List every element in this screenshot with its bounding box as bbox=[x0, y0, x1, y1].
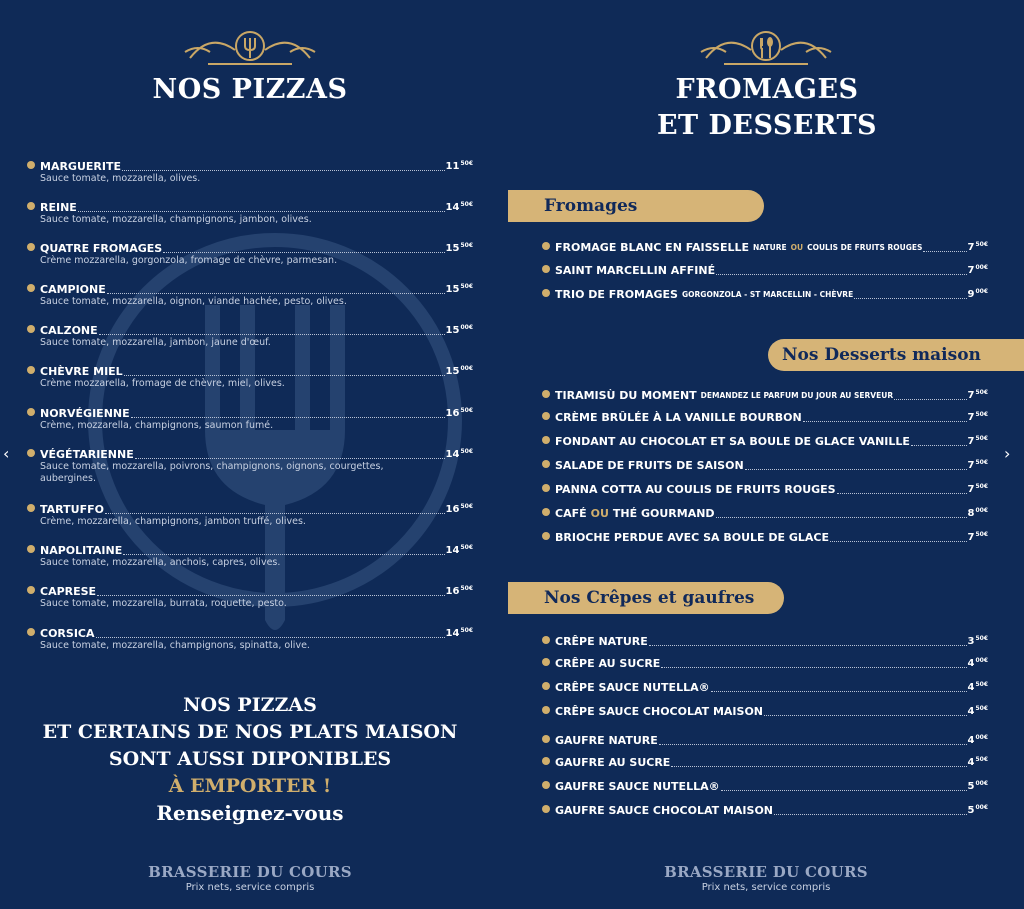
fromages-banner: Fromages bbox=[508, 190, 764, 222]
dotted-leader bbox=[105, 512, 445, 514]
dotted-leader bbox=[716, 273, 966, 275]
price bbox=[446, 362, 473, 378]
brand-name: BRASSERIE DU COURS bbox=[148, 863, 352, 881]
desserts-panel bbox=[512, 0, 1024, 909]
pizza-item bbox=[27, 624, 473, 652]
desserts-title-line-1: FROMAGES bbox=[675, 74, 859, 105]
bullet-icon bbox=[542, 757, 550, 765]
bullet-icon bbox=[542, 805, 550, 813]
price-cents: 00€ bbox=[460, 324, 473, 331]
price-euros: 4 bbox=[967, 658, 975, 669]
crepes-banner: Nos Crêpes et gaufres bbox=[508, 582, 784, 614]
bullet-icon bbox=[542, 532, 550, 540]
price-cents: 50€ bbox=[975, 459, 988, 466]
pizza-description: Crème, mozzarella, champignons, saumon fumé. bbox=[40, 420, 274, 431]
bullet-icon bbox=[542, 735, 550, 743]
price-note: Prix nets, service compris bbox=[185, 882, 315, 893]
pizza-name: NORVÉGIENNE bbox=[40, 407, 130, 420]
price-cents: 50€ bbox=[975, 705, 988, 712]
dotted-leader bbox=[135, 457, 445, 459]
price-cents: 50€ bbox=[460, 448, 473, 455]
price-cents: 50€ bbox=[460, 242, 473, 249]
left-footer bbox=[100, 863, 400, 895]
dotted-leader bbox=[894, 398, 966, 400]
price-euros: 14 bbox=[445, 202, 460, 213]
pizza-row bbox=[27, 582, 473, 598]
desserts-title-line-2: ET DESSERTS bbox=[656, 110, 878, 141]
dotted-leader bbox=[99, 333, 445, 335]
price-euros: 4 bbox=[967, 682, 975, 693]
dotted-leader bbox=[122, 169, 445, 171]
pizza-item bbox=[27, 198, 473, 226]
dotted-leader bbox=[803, 420, 967, 422]
price-euros: 15 bbox=[445, 284, 460, 295]
desserts-title bbox=[512, 72, 1022, 144]
price-euros: 4 bbox=[967, 735, 975, 746]
pizza-name: CORSICA bbox=[40, 627, 95, 640]
price-euros: 7 bbox=[967, 460, 975, 471]
bullet-icon bbox=[542, 484, 550, 492]
bullet-icon bbox=[542, 242, 550, 250]
price-cents: 50€ bbox=[975, 483, 988, 490]
cutlery-ornament-icon bbox=[696, 22, 836, 68]
crepes-row bbox=[542, 801, 988, 817]
price bbox=[446, 582, 473, 598]
promo-line-4: À EMPORTER ! bbox=[168, 775, 332, 797]
bullet-icon bbox=[542, 289, 550, 297]
price-cents: 50€ bbox=[460, 627, 473, 634]
dotted-leader bbox=[837, 492, 967, 494]
price-euros: 9 bbox=[967, 289, 975, 300]
pizza-description: Crème mozzarella, fromage de chèvre, miel, olives. bbox=[40, 378, 285, 389]
desserts-item bbox=[542, 480, 988, 496]
bullet-icon bbox=[542, 436, 550, 444]
price-euros: 11 bbox=[445, 161, 460, 172]
item-name: SAINT MARCELLIN AFFINÉ bbox=[555, 264, 716, 277]
pizza-description: Sauce tomate, mozzarella, champignons, spinatta, olive. bbox=[40, 640, 310, 651]
price bbox=[446, 321, 473, 337]
pizza-item bbox=[27, 582, 473, 610]
pizza-item bbox=[27, 280, 473, 308]
bullet-icon bbox=[27, 243, 35, 251]
price-cents: 00€ bbox=[975, 780, 988, 787]
brand-name: BRASSERIE DU COURS bbox=[664, 863, 868, 881]
desserts-row bbox=[542, 504, 988, 520]
or-word: OU bbox=[590, 507, 609, 520]
price-euros: 14 bbox=[445, 545, 460, 556]
desserts-item bbox=[542, 504, 988, 520]
fromages-row bbox=[542, 285, 988, 301]
crepes-row bbox=[542, 678, 988, 694]
desserts-item bbox=[542, 386, 988, 402]
crepes-item bbox=[542, 702, 988, 718]
dotted-leader bbox=[711, 690, 967, 692]
bullet-icon bbox=[27, 449, 35, 457]
crepes-row bbox=[542, 731, 988, 747]
bullet-icon bbox=[542, 390, 550, 398]
price bbox=[446, 445, 473, 461]
dotted-leader bbox=[131, 416, 445, 418]
price-cents: 50€ bbox=[975, 635, 988, 642]
bullet-icon bbox=[27, 202, 35, 210]
price-cents: 50€ bbox=[460, 503, 473, 510]
pizzas-title: NOS PIZZAS bbox=[152, 74, 348, 105]
crepes-item bbox=[542, 753, 988, 769]
promo-line-2: ET CERTAINS DE NOS PLATS MAISON bbox=[42, 721, 458, 743]
crepes-row bbox=[542, 632, 988, 648]
price-euros: 7 bbox=[967, 242, 975, 253]
item-name: TIRAMISÙ DU MOMENT bbox=[555, 389, 697, 402]
price-euros: 7 bbox=[967, 390, 975, 401]
price-euros: 7 bbox=[967, 484, 975, 495]
price-cents: 00€ bbox=[975, 804, 988, 811]
crepes-item bbox=[542, 777, 988, 793]
pizza-description: Sauce tomate, mozzarella, champignons, jambon, olives. bbox=[40, 214, 312, 225]
dotted-leader bbox=[745, 468, 967, 470]
bullet-icon bbox=[542, 636, 550, 644]
desserts-row bbox=[542, 432, 988, 448]
price bbox=[446, 541, 473, 557]
fork-ornament-icon bbox=[180, 22, 320, 68]
fromages-item bbox=[542, 238, 988, 254]
item-name: GAUFRE NATURE bbox=[555, 734, 658, 747]
pizza-description: Sauce tomate, mozzarella, jambon, jaune d'œuf. bbox=[40, 337, 271, 348]
item-name: SALADE DE FRUITS DE SAISON bbox=[555, 459, 744, 472]
pizza-row bbox=[27, 198, 473, 214]
price-euros: 15 bbox=[445, 325, 460, 336]
crepes-row bbox=[542, 654, 988, 670]
bullet-icon bbox=[542, 412, 550, 420]
price-note: Prix nets, service compris bbox=[701, 882, 831, 893]
price bbox=[968, 432, 989, 448]
pizza-row bbox=[27, 541, 473, 557]
prev-page-button[interactable]: ‹ bbox=[3, 444, 10, 463]
price-euros: 15 bbox=[445, 366, 460, 377]
pizza-name: MARGUERITE bbox=[40, 160, 121, 173]
item-detail: DEMANDEZ LE PARFUM DU JOUR AU SERVEUR bbox=[700, 391, 894, 400]
price bbox=[446, 624, 473, 640]
price-euros: 7 bbox=[967, 412, 975, 423]
promo-line-5: Renseignez-vous bbox=[156, 801, 344, 825]
item-name: CRÊPE AU SUCRE bbox=[555, 657, 661, 670]
price-euros: 8 bbox=[967, 508, 975, 519]
pizza-row bbox=[27, 500, 473, 516]
pizza-row bbox=[27, 321, 473, 337]
promo-line-3: SONT AUSSI DIPONIBLES bbox=[108, 748, 392, 770]
bullet-icon bbox=[27, 408, 35, 416]
bullet-icon bbox=[27, 586, 35, 594]
bullet-icon bbox=[27, 366, 35, 374]
pizza-description: Sauce tomate, mozzarella, burrata, roquette, pesto. bbox=[40, 598, 287, 609]
pizza-name: VÉGÉTARIENNE bbox=[40, 448, 134, 461]
dotted-leader bbox=[163, 251, 444, 253]
price-euros: 4 bbox=[967, 706, 975, 717]
price-cents: 00€ bbox=[975, 657, 988, 664]
pizza-name: CAPRESE bbox=[40, 585, 97, 598]
pizza-item bbox=[27, 239, 473, 267]
pizza-item bbox=[27, 321, 473, 349]
price-euros: 4 bbox=[967, 757, 975, 768]
pizza-description: Sauce tomate, mozzarella, olives. bbox=[40, 173, 201, 184]
price bbox=[968, 801, 989, 817]
item-name: CRÊPE SAUCE NUTELLA® bbox=[555, 681, 710, 694]
price bbox=[968, 702, 989, 718]
fromages-row bbox=[542, 238, 988, 254]
desserts-row bbox=[542, 456, 988, 472]
price-cents: 00€ bbox=[975, 288, 988, 295]
item-detail: COULIS DE FRUITS ROUGES bbox=[807, 243, 923, 252]
price-cents: 50€ bbox=[975, 435, 988, 442]
bullet-icon bbox=[542, 781, 550, 789]
dotted-leader bbox=[96, 636, 445, 638]
pizza-name: CHÈVRE MIEL bbox=[40, 365, 123, 378]
price-euros: 5 bbox=[967, 781, 975, 792]
dotted-leader bbox=[716, 516, 967, 518]
item-detail: GORGONZOLA - ST MARCELLIN - CHÈVRE bbox=[681, 290, 854, 299]
or-word: OU bbox=[790, 243, 804, 252]
price bbox=[968, 528, 989, 544]
price bbox=[968, 285, 989, 301]
price-cents: 50€ bbox=[460, 407, 473, 414]
pizza-name: NAPOLITAINE bbox=[40, 544, 123, 557]
pizza-name: TARTUFFO bbox=[40, 503, 104, 516]
dotted-leader bbox=[911, 444, 967, 446]
price-cents: 50€ bbox=[460, 283, 473, 290]
price-euros: 14 bbox=[445, 628, 460, 639]
price-cents: 50€ bbox=[460, 544, 473, 551]
price bbox=[446, 198, 473, 214]
price-cents: 50€ bbox=[975, 681, 988, 688]
pizza-description: Crème, mozzarella, champignons, jambon truffé, olives. bbox=[40, 516, 306, 527]
item-name: FROMAGE BLANC EN FAISSELLE bbox=[555, 241, 749, 254]
bullet-icon bbox=[27, 161, 35, 169]
desserts-item bbox=[542, 528, 988, 544]
promo-line-1: NOS PIZZAS bbox=[183, 694, 317, 716]
pizza-description: Sauce tomate, mozzarella, oignon, viande hachée, pesto, olives. bbox=[40, 296, 347, 307]
bullet-icon bbox=[542, 682, 550, 690]
bullet-icon bbox=[542, 706, 550, 714]
item-name: PANNA COTTA AU COULIS DE FRUITS ROUGES bbox=[555, 483, 836, 496]
crepes-item bbox=[542, 654, 988, 670]
bullet-icon bbox=[27, 628, 35, 636]
price-cents: 50€ bbox=[460, 201, 473, 208]
fromages-item bbox=[542, 261, 988, 277]
price bbox=[968, 731, 989, 747]
price-euros: 7 bbox=[967, 436, 975, 447]
pizza-item bbox=[27, 500, 473, 528]
bullet-icon bbox=[27, 545, 35, 553]
price bbox=[968, 753, 989, 769]
item-name: CRÊPE SAUCE CHOCOLAT MAISON bbox=[555, 705, 763, 718]
pizza-row bbox=[27, 157, 473, 173]
price bbox=[968, 238, 989, 254]
item-name: BRIOCHE PERDUE AVEC SA BOULE DE GLACE bbox=[555, 531, 829, 544]
dotted-leader bbox=[97, 594, 444, 596]
pizza-item bbox=[27, 362, 473, 390]
pizza-item bbox=[27, 541, 473, 569]
pizza-row bbox=[27, 239, 473, 255]
dotted-leader bbox=[124, 374, 445, 376]
crepes-item bbox=[542, 801, 988, 817]
price-cents: 00€ bbox=[975, 734, 988, 741]
dotted-leader bbox=[774, 813, 967, 815]
price bbox=[446, 500, 473, 516]
dotted-leader bbox=[764, 714, 967, 716]
pizza-row bbox=[27, 445, 473, 461]
price-euros: 3 bbox=[967, 636, 975, 647]
dotted-leader bbox=[671, 765, 966, 767]
desserts-item bbox=[542, 408, 988, 424]
pizza-item bbox=[27, 157, 473, 185]
price-euros: 7 bbox=[967, 532, 975, 543]
item-name: FONDANT AU CHOCOLAT ET SA BOULE DE GLACE VANILLE bbox=[555, 435, 910, 448]
price bbox=[968, 654, 989, 670]
price-cents: 50€ bbox=[975, 411, 988, 418]
price-euros: 5 bbox=[967, 805, 975, 816]
crepes-row bbox=[542, 753, 988, 769]
item-name: CRÊPE NATURE bbox=[555, 635, 648, 648]
crepes-row bbox=[542, 777, 988, 793]
crepes-item bbox=[542, 731, 988, 747]
desserts-row bbox=[542, 528, 988, 544]
item-name: CRÈME BRÛLÉE À LA VANILLE BOURBON bbox=[555, 411, 802, 424]
pizza-description: Sauce tomate, mozzarella, anchois, capres, olives. bbox=[40, 557, 281, 568]
dotted-leader bbox=[659, 743, 967, 745]
bullet-icon bbox=[27, 504, 35, 512]
desserts-item bbox=[542, 456, 988, 472]
item-name: THÉ GOURMAND bbox=[612, 507, 715, 520]
bullet-icon bbox=[27, 325, 35, 333]
price bbox=[968, 386, 989, 402]
price bbox=[968, 480, 989, 496]
bullet-icon bbox=[542, 508, 550, 516]
bullet-icon bbox=[542, 658, 550, 666]
desserts-row bbox=[542, 480, 988, 496]
price-cents: 00€ bbox=[975, 507, 988, 514]
price-euros: 14 bbox=[445, 449, 460, 460]
bullet-icon bbox=[542, 460, 550, 468]
takeaway-promo bbox=[30, 692, 470, 827]
bullet-icon bbox=[542, 265, 550, 273]
price-cents: 50€ bbox=[975, 531, 988, 538]
dotted-leader bbox=[830, 540, 967, 542]
item-name: GAUFRE SAUCE CHOCOLAT MAISON bbox=[555, 804, 773, 817]
item-name: GAUFRE SAUCE NUTELLA® bbox=[555, 780, 720, 793]
crepes-item bbox=[542, 632, 988, 648]
price bbox=[446, 157, 473, 173]
pizza-item bbox=[27, 445, 473, 485]
price bbox=[968, 456, 989, 472]
right-footer bbox=[616, 863, 916, 895]
item-detail: NATURE bbox=[753, 243, 787, 252]
dotted-leader bbox=[854, 297, 966, 299]
pizza-row bbox=[27, 624, 473, 640]
price-euros: 7 bbox=[967, 265, 975, 276]
pizza-description: Sauce tomate, mozzarella, poivrons, champignons, oignons, courgettes, aubergines. bbox=[40, 461, 384, 484]
fromages-row bbox=[542, 261, 988, 277]
bullet-icon bbox=[27, 284, 35, 292]
desserts-row bbox=[542, 408, 988, 424]
price bbox=[446, 404, 473, 420]
price-cents: 50€ bbox=[460, 160, 473, 167]
price bbox=[968, 678, 989, 694]
pizza-row bbox=[27, 404, 473, 420]
price bbox=[968, 261, 989, 277]
price bbox=[968, 504, 989, 520]
price-cents: 50€ bbox=[975, 389, 988, 396]
item-name: GAUFRE AU SUCRE bbox=[555, 756, 671, 769]
dotted-leader bbox=[923, 250, 966, 252]
dotted-leader bbox=[721, 789, 967, 791]
price-cents: 00€ bbox=[975, 264, 988, 271]
price bbox=[446, 239, 473, 255]
pizza-row bbox=[27, 362, 473, 378]
price-cents: 00€ bbox=[460, 365, 473, 372]
pizza-name: REINE bbox=[40, 201, 77, 214]
desserts-item bbox=[542, 432, 988, 448]
pizza-description: Crème mozzarella, gorgonzola, fromage de chèvre, parmesan. bbox=[40, 255, 338, 266]
desserts-banner: Nos Desserts maison bbox=[768, 339, 1024, 371]
price bbox=[968, 408, 989, 424]
dotted-leader bbox=[78, 210, 445, 212]
price bbox=[446, 280, 473, 296]
price-euros: 16 bbox=[445, 408, 460, 419]
price bbox=[968, 777, 989, 793]
pizza-name: CAMPIONE bbox=[40, 283, 106, 296]
dotted-leader bbox=[107, 292, 445, 294]
crepes-row bbox=[542, 702, 988, 718]
pizza-row bbox=[27, 280, 473, 296]
price bbox=[968, 632, 989, 648]
pizza-item bbox=[27, 404, 473, 432]
next-page-button[interactable]: › bbox=[1004, 444, 1011, 463]
fromages-item bbox=[542, 285, 988, 301]
price-euros: 16 bbox=[445, 504, 460, 515]
price-cents: 50€ bbox=[975, 756, 988, 763]
pizza-name: QUATRE FROMAGES bbox=[40, 242, 163, 255]
price-euros: 16 bbox=[445, 586, 460, 597]
pizza-name: CALZONE bbox=[40, 324, 98, 337]
desserts-row bbox=[542, 386, 988, 402]
item-name: CAFÉ bbox=[555, 507, 587, 520]
price-euros: 15 bbox=[445, 243, 460, 254]
item-name: TRIO DE FROMAGES bbox=[555, 288, 678, 301]
dotted-leader bbox=[123, 553, 444, 555]
price-cents: 50€ bbox=[460, 585, 473, 592]
dotted-leader bbox=[661, 666, 966, 668]
dotted-leader bbox=[649, 644, 967, 646]
crepes-item bbox=[542, 678, 988, 694]
price-cents: 50€ bbox=[975, 241, 988, 248]
